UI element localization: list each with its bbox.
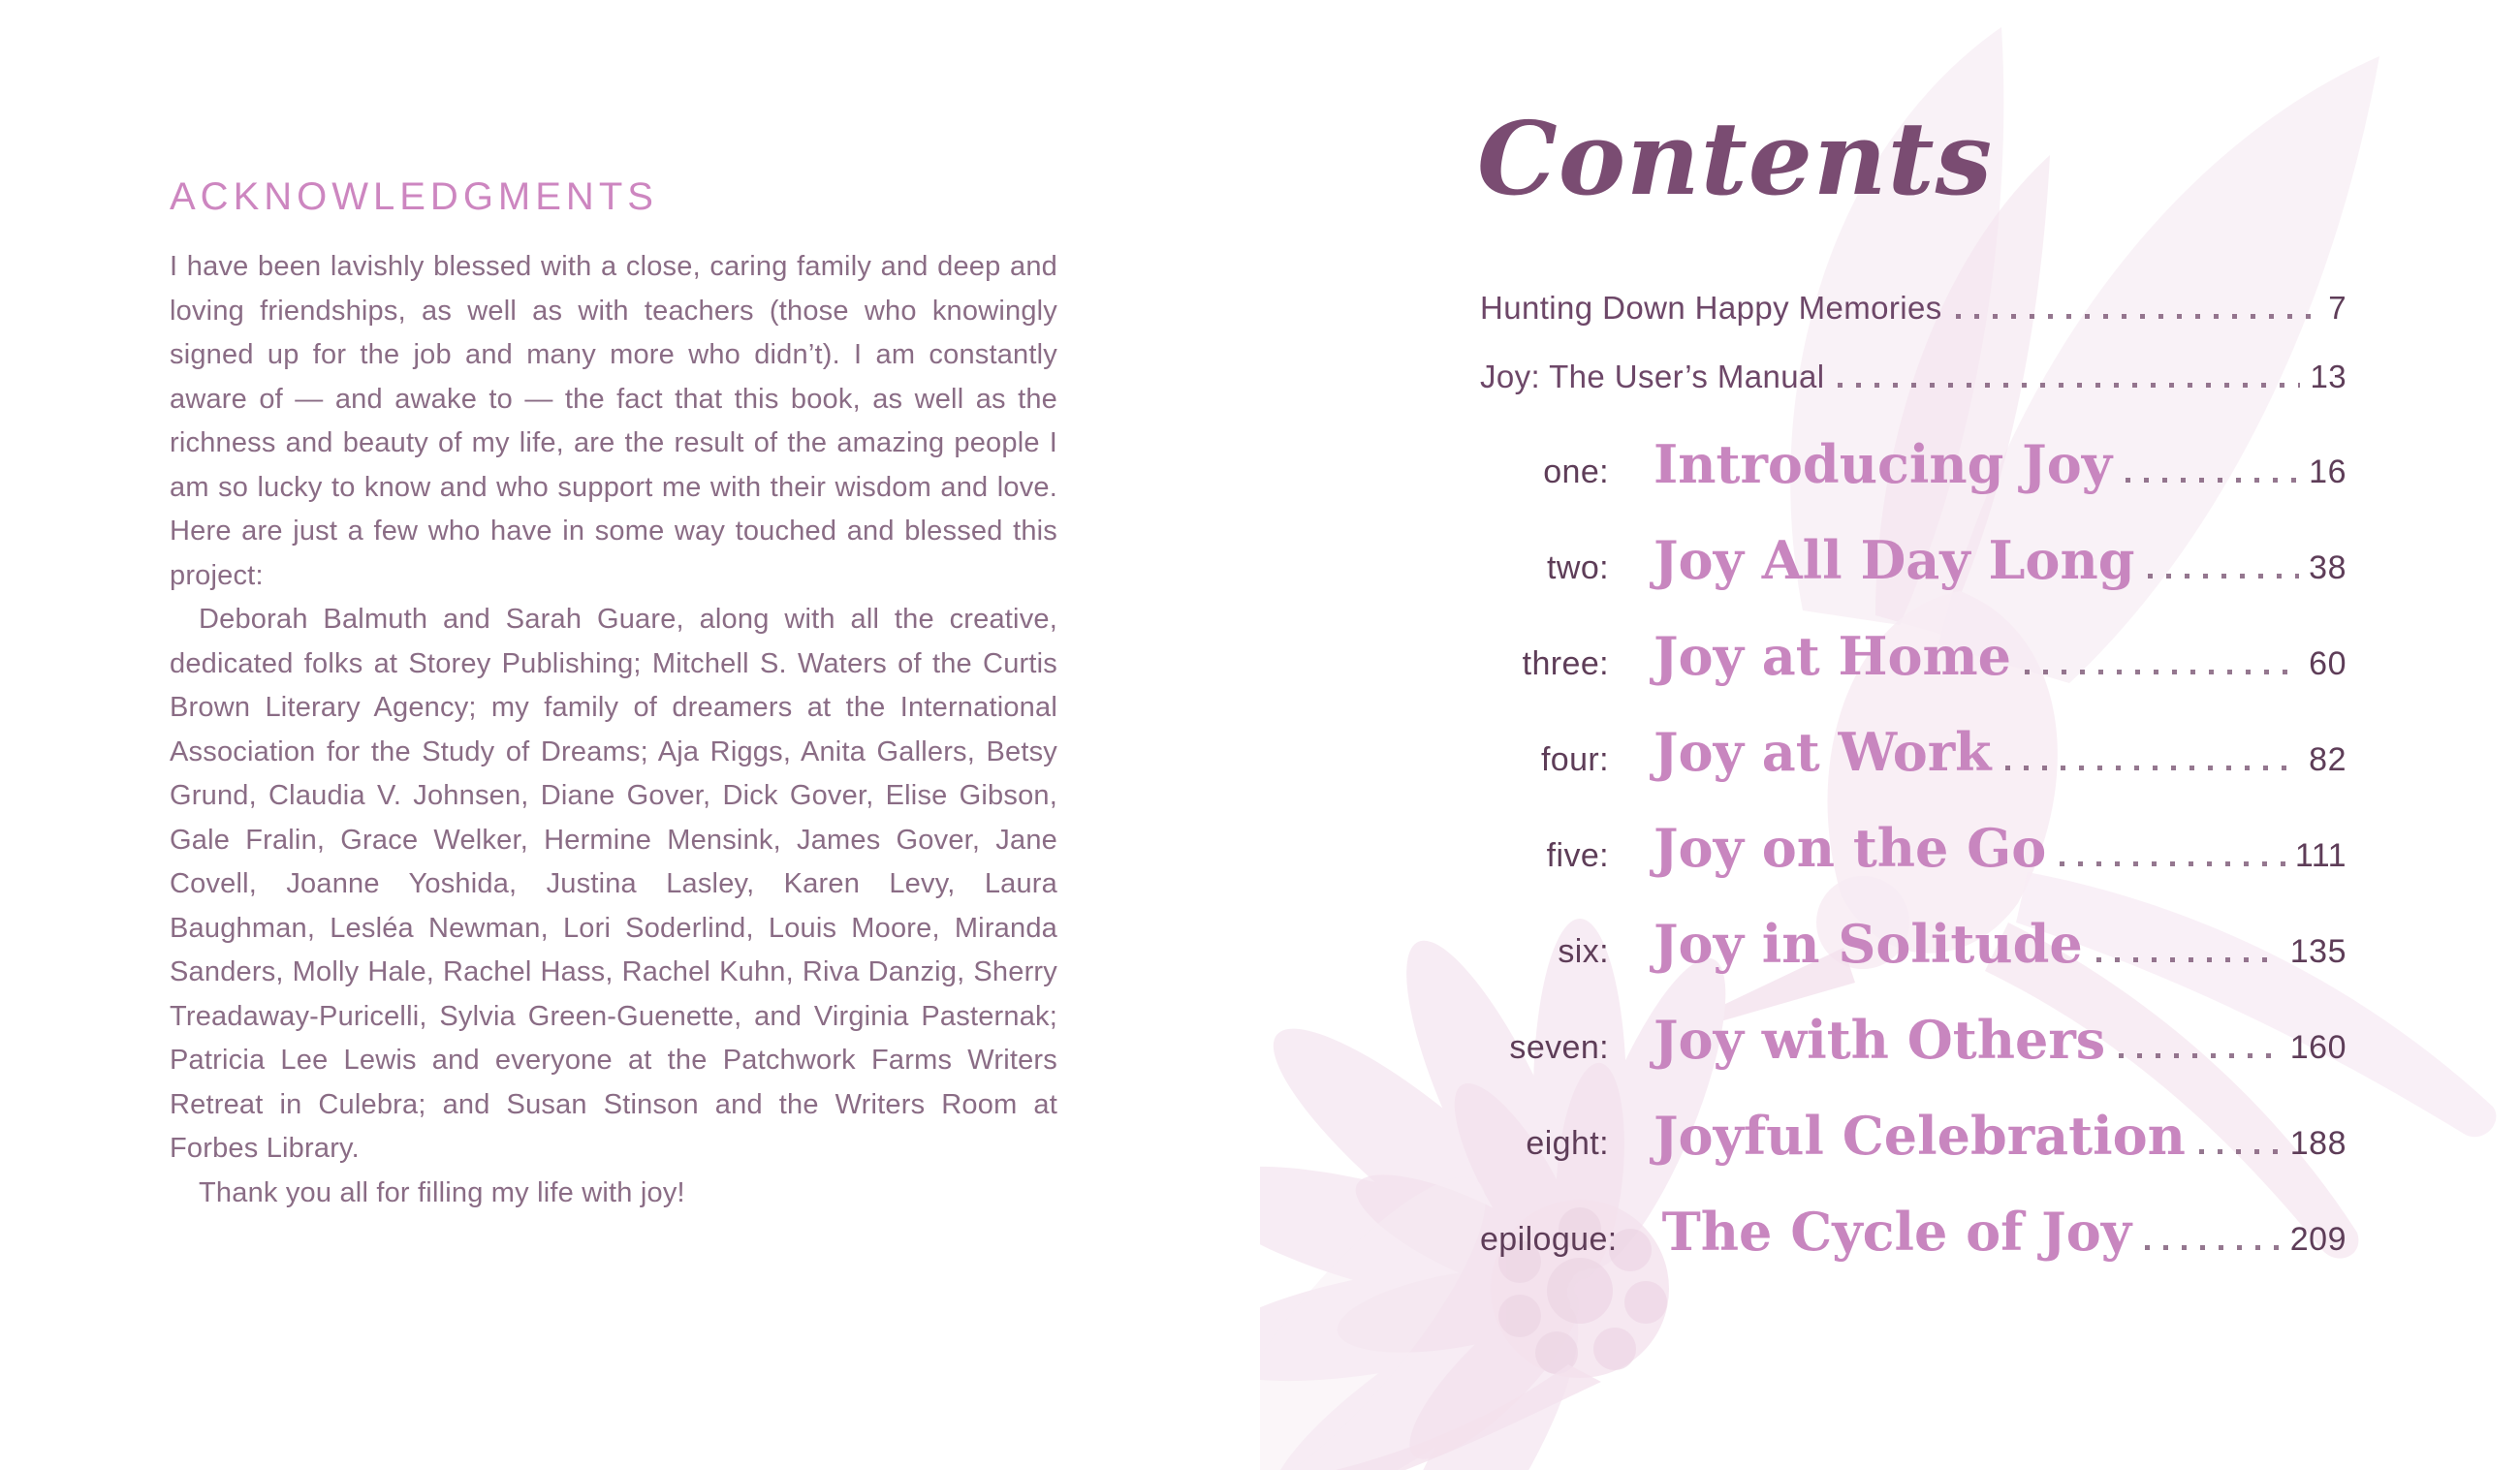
contents-page: [1260, 0, 2520, 1470]
chapter-page-number: 160: [2289, 1029, 2347, 1066]
dot-leader: [2126, 478, 2299, 483]
chapter-page-number: 82: [2309, 741, 2347, 778]
toc-row-chapter-one: [1480, 433, 2347, 495]
chapter-page-number: 60: [2309, 645, 2347, 682]
toc-chapter-list: [1480, 433, 2347, 1301]
chapter-number-label: two:: [1547, 549, 1609, 586]
toc-entry-page: 13: [2310, 359, 2347, 394]
chapter-page-number: 16: [2309, 454, 2347, 490]
dot-leader: [2145, 1245, 2281, 1250]
chapter-number-label: epilogue:: [1480, 1221, 1618, 1258]
acknowledgments-paragraph-3: Thank you all for filling my life with joy!: [199, 1176, 685, 1208]
chapter-number-label: four:: [1540, 741, 1609, 778]
toc-front-matter: [1480, 290, 2347, 427]
dot-leader: [2005, 766, 2300, 770]
chapter-number-label: five:: [1546, 837, 1609, 874]
dot-leader: [1838, 383, 2300, 388]
chapter-title: The Cycle of Joy: [1661, 1201, 2132, 1263]
dot-leader: [2025, 670, 2299, 674]
chapter-page-number: 111: [2294, 837, 2347, 874]
chapter-number-label: three:: [1522, 645, 1609, 682]
dot-leader: [2096, 957, 2281, 962]
chapter-page-number: 135: [2289, 933, 2347, 970]
chapter-title: Joy All Day Long: [1654, 529, 2135, 591]
chapter-title: Joy at Work: [1654, 721, 1992, 783]
toc-row-joy-the-users-manual: [1480, 359, 2347, 427]
chapter-title: Joy in Solitude: [1654, 913, 2083, 975]
chapter-title: Introducing Joy: [1654, 433, 2113, 495]
toc-entry-title: Joy: The User’s Manual: [1480, 359, 1825, 394]
toc-row-chapter-two: [1480, 529, 2347, 591]
acknowledgments-block: [170, 177, 1057, 1215]
toc-entry-page: 7: [2328, 290, 2347, 326]
dot-leader: [2148, 574, 2299, 579]
toc-row-hunting-down-happy-memories: [1480, 290, 2347, 359]
toc-row-chapter-five: [1480, 817, 2347, 879]
dot-leader: [2119, 1053, 2281, 1058]
toc-row-chapter-seven: [1480, 1009, 2347, 1071]
toc-row-chapter-eight: [1480, 1105, 2347, 1167]
dot-leader: [2060, 861, 2284, 866]
toc-entry-title: Hunting Down Happy Memories: [1480, 290, 1942, 326]
chapter-title: Joyful Celebration: [1654, 1105, 2186, 1167]
acknowledgments-heading: ACKNOWLEDGMENTS: [170, 175, 658, 218]
chapter-page-number: 38: [2309, 549, 2347, 586]
chapter-title: Joy at Home: [1654, 625, 2012, 687]
chapter-page-number: 209: [2289, 1221, 2347, 1258]
toc-row-chapter-three: [1480, 625, 2347, 687]
chapter-number-label: one:: [1543, 454, 1609, 490]
toc-row-chapter-four: [1480, 721, 2347, 783]
contents-block: [1260, 0, 2520, 1470]
acknowledgments-paragraph-1: I have been lavishly blessed with a close, caring family and deep and loving friendships, as well as with teachers (those who knowingly signed up for the job and many more who didn’t). I am constantly aware of — and awake to — the fact that this book, as well as the richness and beauty of my life, are the result of the amazing people I am so lucky to know and who support me with their wisdom and love. Here are just a few who have in some way touched and blessed this project:: [170, 251, 1057, 591]
chapter-page-number: 188: [2289, 1125, 2347, 1162]
chapter-number-label: eight:: [1526, 1125, 1609, 1162]
chapter-number-label: six:: [1558, 933, 1609, 970]
dot-leader: [2199, 1149, 2281, 1154]
chapter-number-label: seven:: [1509, 1029, 1609, 1066]
dot-leader: [1956, 314, 2319, 319]
toc-row-chapter-six: [1480, 913, 2347, 975]
acknowledgments-paragraph-2: Deborah Balmuth and Sarah Guare, along with all the creative, dedicated folks at Storey Publishing; Mitchell S. Waters of the Curtis Brown Literary Agency; my family of dreamers at the International Association for the Study of Dreams; Aja Riggs, Anita Gallers, Betsy Grund, Claudia V. Johnsen, Diane Gover, Dick Gover, Elise Gibson, Gale Fralin, Grace Welker, Hermine Mensink, James Gover, Jane Covell, Joanne Yoshida, Justina Lasley, Karen Levy, Laura Baughman, Lesléa Newman, Lori Soderlind, Louis Moore, Miranda Sanders, Molly Hale, Rachel Hass, Rachel Kuhn, Riva Danzig, Sherry Treadaway-Puricelli, Sylvia Green-Guenette, and Virginia Pasternak; Patricia Lee Lewis and everyone at the Patchwork Farms Writers Retreat in Culebra; and Susan Stinson and the Writers Room at Forbes Library.: [170, 604, 1057, 1164]
toc-row-epilogue: [1480, 1201, 2347, 1263]
chapter-title: Joy on the Go: [1654, 817, 2047, 879]
contents-title: Contents: [1477, 99, 1994, 218]
chapter-title: Joy with Others: [1654, 1009, 2106, 1071]
